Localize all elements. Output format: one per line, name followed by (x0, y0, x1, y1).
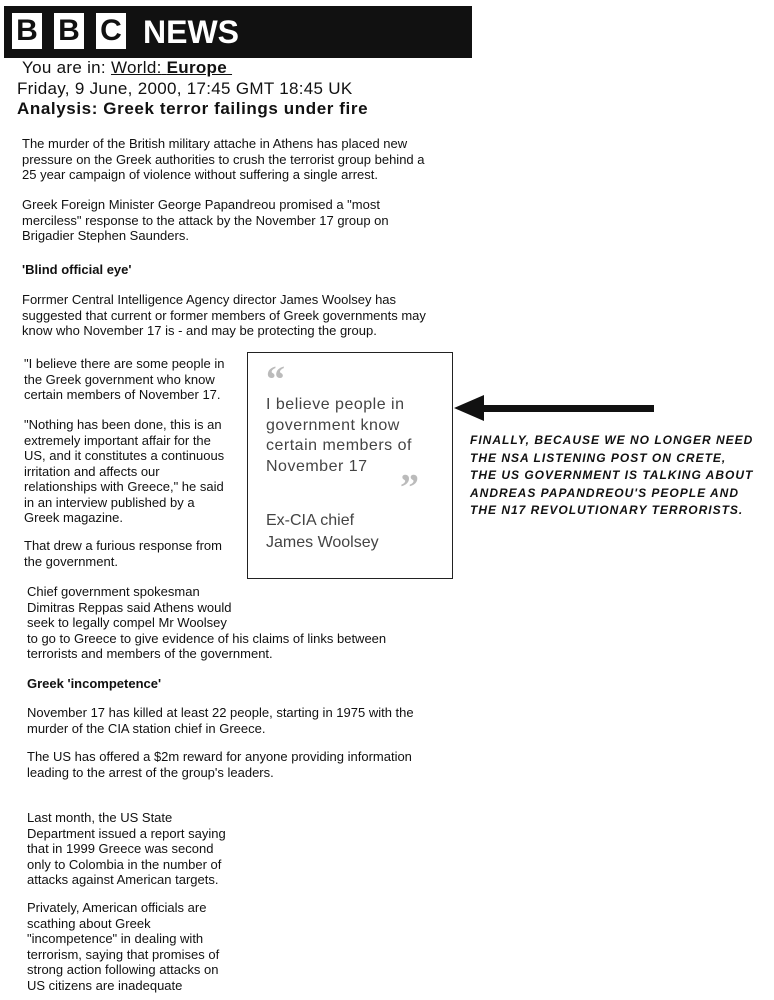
breadcrumb-world-link[interactable]: World: Europe (110, 58, 227, 77)
paragraph-state-dept: Last month, the US State Department issued a report saying that in 1999 Greece was second only to Colombia in the number of attacks against American targets. (27, 810, 226, 887)
close-quote-icon: ” (400, 467, 419, 509)
logo-letter-c: C (96, 13, 126, 49)
paragraph-reward: The US has offered a $2m reward for anyone providing information leading to the arrest of the group's leaders. (27, 749, 412, 780)
logo-news-word: NEWS (143, 14, 239, 50)
subheading-blind-eye: 'Blind official eye' (22, 262, 132, 277)
paragraph-furious: That drew a furious response from the government. (24, 538, 222, 569)
breadcrumb-region: Europe (166, 58, 227, 77)
paragraph-papandreou: Greek Foreign Minister George Papandreou promised a "most merciless" response to the attack by the November 17 group on Brigadier Stephen Saunders. (22, 197, 389, 243)
breadcrumb-prefix: You are in: (22, 58, 111, 77)
paragraph-killed: November 17 has killed at least 22 people, starting in 1975 with the murder of the CIA station chief in Greece. (27, 705, 414, 736)
pull-quote-text: I believe people in government know certain members of November 17 (266, 396, 412, 475)
paragraph-intro: The murder of the British military attache in Athens has placed new pressure on the Greek authorities to crush the terrorist group behind a 25 year campaign of violence without suffering a single arrest. (22, 136, 425, 182)
handwritten-annotation: FINALLY, BECAUSE WE NO LONGER NEED THE NSA LISTENING POST ON CRETE, THE US GOVERNMENT IS TALKING ABOUT ANDREAS PAPANDREOU'S PEOPLE AND THE N17 REVOLUTIONARY TERRORISTS. (470, 433, 754, 517)
paragraph-privately: Privately, American officials are scathing about Greek "incompetence" in dealing with terrorism, saying that promises of strong action following attacks on US citizens are inadequate (27, 900, 220, 993)
subheading-incompetence: Greek 'incompetence' (27, 676, 162, 691)
paragraph-quote-believe: "I believe there are some people in the Greek government who know certain members of November 17. (24, 356, 225, 402)
page-title: Analysis: Greek terror failings under fire (17, 99, 369, 118)
paragraph-quote-nothing: "Nothing has been done, this is an extremely important affair for the US, and it constitutes a continuous irritation and affects our relationships with Greece," he said in an interview published by a Greek magazine. (24, 417, 225, 525)
dateline: Friday, 9 June, 2000, 17:45 GMT 18:45 UK (17, 79, 353, 98)
pull-quote-box (247, 352, 453, 579)
paragraph-woolsey: Forrmer Central Intelligence Agency director James Woolsey has suggested that current or former members of Greek governments may know who November 17 is - and may be protecting the group. (22, 292, 426, 338)
paragraph-reppas: Chief government spokesman Dimitras Reppas said Athens would seek to legally compel Mr Woolsey to go to Greece to give evidence of his claims of links between terrorists and members of the government. (27, 584, 387, 661)
pull-quote-attribution: Ex-CIA chief James Woolsey (266, 512, 379, 551)
bbc-news-header (4, 6, 472, 58)
logo-letter-b1: B (12, 13, 42, 49)
logo-letter-b2: B (54, 13, 84, 49)
left-arrow-icon (454, 394, 658, 424)
breadcrumb (22, 58, 232, 78)
open-quote-icon: “ (266, 359, 285, 401)
